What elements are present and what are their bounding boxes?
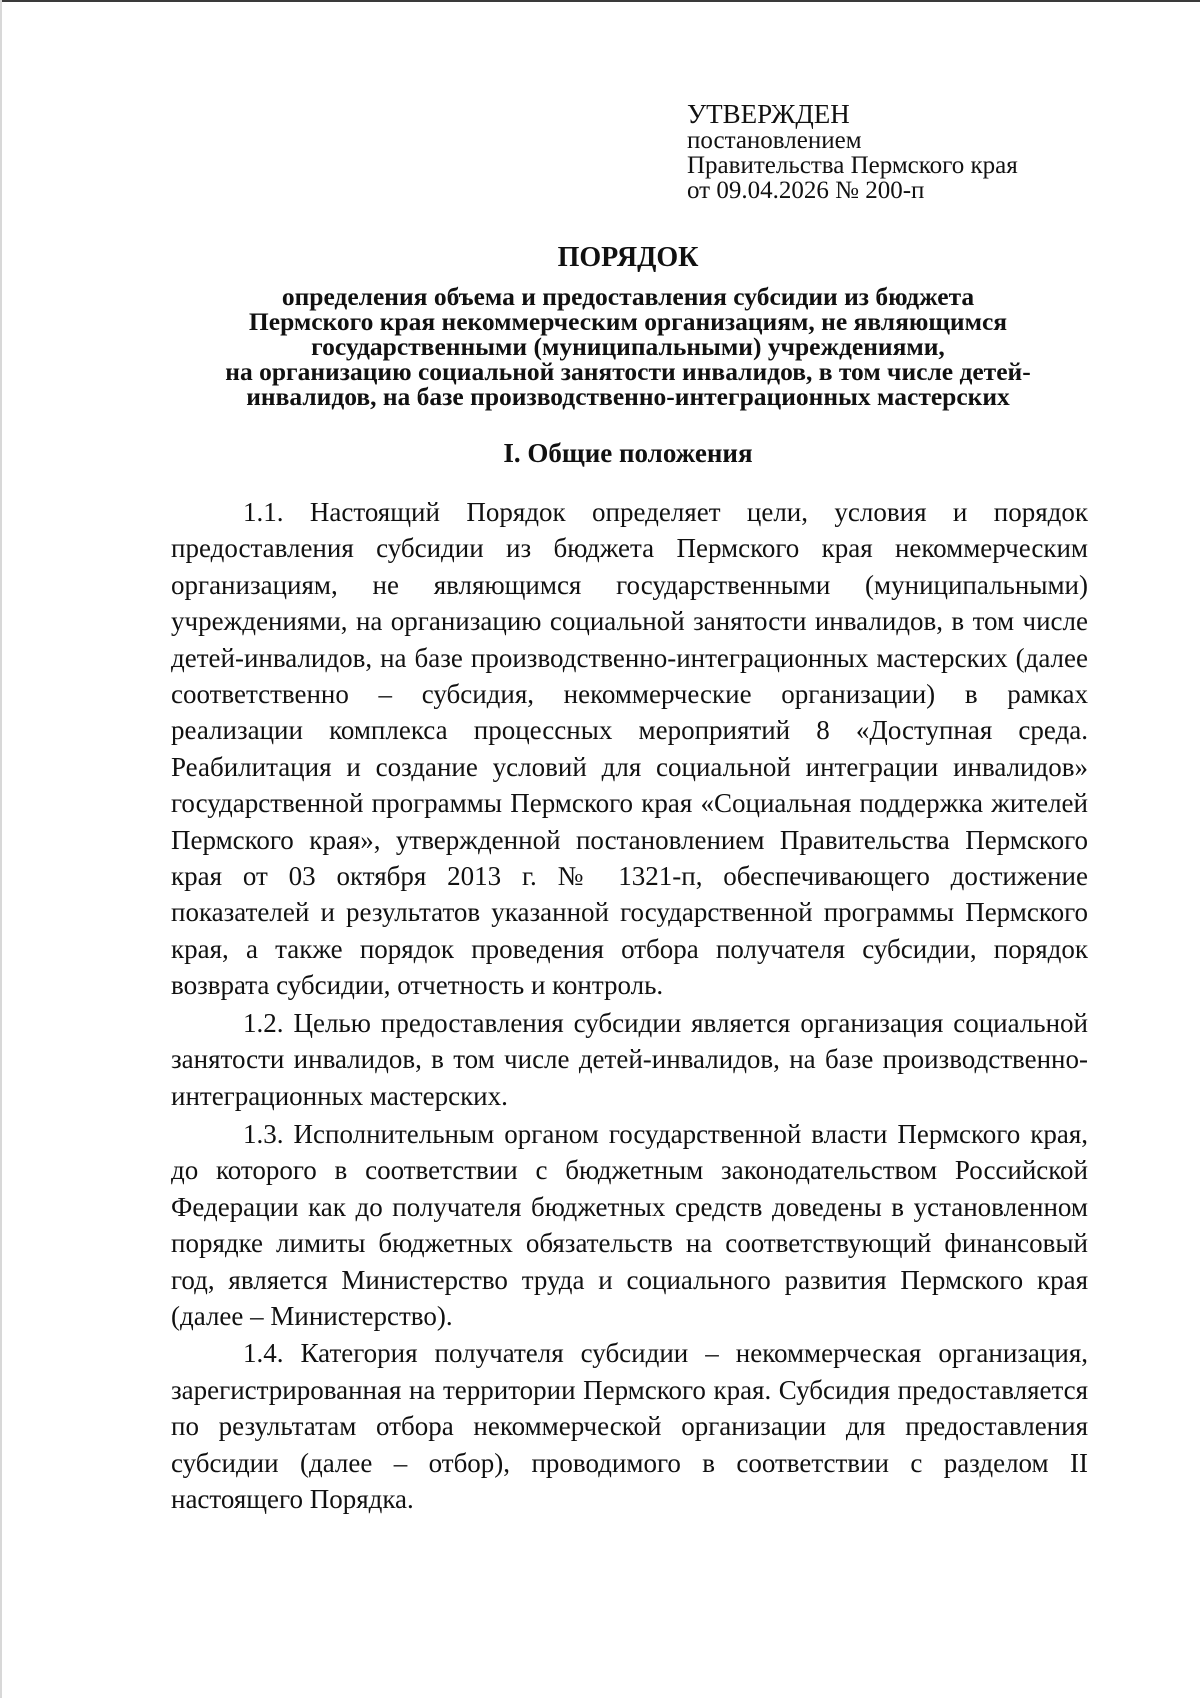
paragraph-1-2: 1.2. Целью предоставления субсидии является организация социальной занятости инвалидов, в том числе детей-инвалидов, на базе производственно-интеграционных мастерских. <box>171 1007 1088 1111</box>
section-heading: I. Общие положения <box>503 438 753 468</box>
approval-line-3: от 09.04.2026 № 200-п <box>687 177 925 204</box>
subtitle-line-3: государственными (муниципальными) учреждениями, <box>311 332 945 361</box>
document-body <box>171 494 1088 1517</box>
approval-line-2: Правительства Пермского края <box>687 152 1018 179</box>
subtitle-line-2: Пермского края некоммерческим организациям, не являющимся <box>248 307 1008 336</box>
approval-stamp <box>687 100 1018 203</box>
scan-top-edge <box>0 0 1200 2</box>
approval-line-1: постановлением <box>687 127 862 154</box>
paragraph-1-4: 1.4. Категория получателя субсидии – некоммерческая организация, зарегистрированная на территории Пермского края. Субсидия предоставляется по результатам отбора некоммерческой организации для предоставления субсидии (далее – отбор), проводимого в соответствии с разделом II настоящего Порядка. <box>171 1338 1088 1514</box>
subtitle-line-5: инвалидов, на базе производственно-интеграционных мастерских <box>246 382 1010 411</box>
document-title: ПОРЯДОК <box>557 242 699 273</box>
paragraph-1-3: 1.3. Исполнительным органом государственной власти Пермского края, до которого в соответствии с бюджетным законодательством Российской Федерации как до получателя бюджетных средств доведены в установленном порядке лимиты бюджетных обязательств на соответствующий финансовый год, является Министерство труда и социального развития Пермского края (далее – Министерство). <box>171 1118 1088 1331</box>
subtitle-line-1: определения объема и предоставления субсидии из бюджета <box>281 282 975 311</box>
document-subtitle <box>150 284 1106 409</box>
paragraph-1-1: 1.1. Настоящий Порядок определяет цели, условия и порядок предоставления субсидии из бюджета Пермского края некоммерческим организациям, не являющимся государственными (муниципальными) учреждениями, на организацию социальной занятости инвалидов, в том числе детей-инвалидов, на базе производственно-интеграционных мастерских (далее соответственно – субсидия, некоммерческие организации) в рамках реализации комплекса процессных мероприятий 8 «Доступная среда. Реабилитация и создание условий для социальной интеграции инвалидов» государственной программы Пермского края «Социальная поддержка жителей Пермского края», утвержденной постановлением Правительства Пермского края от 03 октября 2013 г. № 1321-п, обеспечивающего достижение показателей и результатов указанной государственной программы Пермского края, а также порядок проведения отбора получателя субсидии, порядок возврата субсидии, отчетность и контроль. <box>171 497 1088 1001</box>
subtitle-line-4: на организацию социальной занятости инвалидов, в том числе детей- <box>225 357 1031 386</box>
approval-word: УТВЕРЖДЕН <box>687 99 850 129</box>
